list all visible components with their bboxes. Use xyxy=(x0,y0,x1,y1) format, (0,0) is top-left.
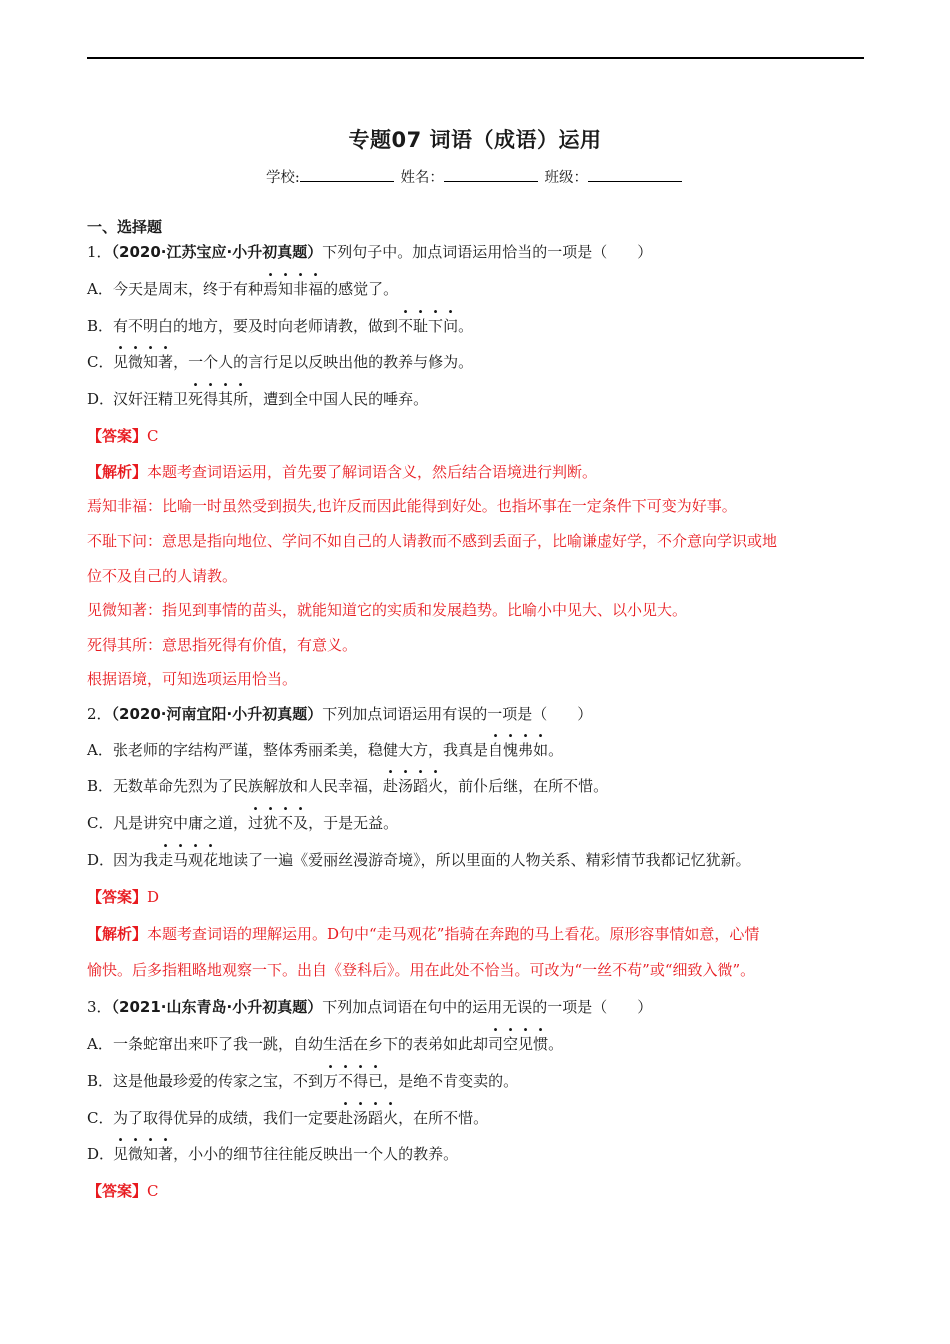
emphasized-char: 知 xyxy=(143,1145,159,1164)
option-text-after: 。 xyxy=(548,740,564,759)
question-2-option-c xyxy=(87,805,867,842)
option-text-after: ，小小的细节往往能反映出一个人的教养。 xyxy=(173,1145,459,1164)
option-text-before: 这是他最珍爱的传家之宝，不到 xyxy=(113,1071,324,1090)
class-label: 班级： xyxy=(544,170,589,186)
question-1-answer xyxy=(87,418,867,455)
emphasized-char: 耻 xyxy=(413,316,429,335)
option-label: B． xyxy=(87,1071,114,1090)
answer-value: D xyxy=(147,887,160,906)
emphasized-char: 自 xyxy=(488,740,504,759)
question-2-option-a xyxy=(87,732,867,769)
question-3-option-a xyxy=(87,1026,867,1063)
option-text-after: 。 xyxy=(458,316,474,335)
option-label: D． xyxy=(87,390,115,409)
emphasized-char: 不 xyxy=(338,1071,354,1090)
answer-value: C xyxy=(147,1182,159,1201)
emphasized-char: 知 xyxy=(143,353,159,372)
option-text-after: ，在所不惜。 xyxy=(398,1108,489,1127)
emphasized-char: 汤 xyxy=(353,1108,369,1127)
question-1-stem xyxy=(87,234,867,271)
emphasized-char: 所 xyxy=(233,390,249,409)
answer-tag: 【答案】 xyxy=(87,426,148,445)
emphasized-char: 蹈 xyxy=(413,777,429,796)
section-heading: 一、选择题 xyxy=(87,218,163,236)
emphasized-char: 问 xyxy=(443,316,459,335)
emphasized-char: 赴 xyxy=(383,777,399,796)
option-text-after: 地读了一遍《爱丽丝漫游奇境》，所以里面的人物关系、精彩情节我都记忆犹新。 xyxy=(218,850,751,869)
emphasized-char: 马 xyxy=(173,850,189,869)
school-label: 学校: xyxy=(265,170,300,186)
emphasized-char: 得 xyxy=(353,1071,369,1090)
emphasized-char: 犹 xyxy=(263,814,279,833)
question-1-option-a xyxy=(87,271,867,308)
question-1-analysis-4: 见微知著：指见到事情的苗头，就能知道它的实质和发展趋势。比喻小中见大、以小见大。 xyxy=(87,601,688,620)
question-number: 2． xyxy=(87,704,112,723)
option-text-after: ，是绝不肯变卖的。 xyxy=(383,1071,519,1090)
option-label: A． xyxy=(87,1034,113,1053)
question-2-analysis-1: 愉快。后多指粗略地观察一下。出自《登科后》。用在此处不恰当。可改为“一丝不苟”或“细致入微”。 xyxy=(87,961,756,980)
emphasized-char: 空 xyxy=(503,1034,519,1053)
question-1-analysis-2: 不耻下问：意思是指向地位、学问不如自己的人请教而不感到丢面子，比喻谦虚好学，不介意向学识或地 xyxy=(87,531,778,550)
option-text-before: 因为我 xyxy=(113,850,159,869)
question-list xyxy=(87,234,867,1210)
emphasized-char: 见 xyxy=(113,1145,129,1164)
question-2-stem xyxy=(87,697,867,732)
question-2-option-d xyxy=(87,842,867,879)
emphasized-char: 走 xyxy=(158,850,174,869)
option-label: A． xyxy=(87,740,113,759)
analysis-text: 本题考查词语运用，首先要了解词语含义，然后结合语境进行判断。 xyxy=(147,462,598,481)
emphasized-char: 不 xyxy=(398,316,414,335)
question-2-answer xyxy=(87,879,867,916)
analysis-tag: 【解析】 xyxy=(87,462,148,481)
question-1-analysis-0 xyxy=(87,455,867,490)
emphasized-char: 万 xyxy=(323,1071,339,1090)
option-text-after: 的感觉了。 xyxy=(323,279,399,298)
option-text-before: 今天是周末，终于有种 xyxy=(113,279,264,298)
emphasized-char: 火 xyxy=(383,1108,399,1127)
option-label: B． xyxy=(87,316,114,335)
emphasized-char: 花 xyxy=(203,850,219,869)
emphasized-char: 火 xyxy=(428,777,444,796)
question-1-analysis-1: 焉知非福：比喻一时虽然受到损失,也许反而因此能得到好处。也指坏事在一定条件下可变为好事。 xyxy=(87,497,737,516)
option-text-before: 张老师的字结构严谨，整体秀丽柔美，稳健大方，我真是 xyxy=(113,740,489,759)
class-blank xyxy=(588,167,682,182)
emphasized-char: 赴 xyxy=(338,1108,354,1127)
emphasized-char: 已 xyxy=(368,1071,384,1090)
option-text-before: 为了取得优异的成绩，我们一定要 xyxy=(113,1108,339,1127)
option-label: C． xyxy=(87,1108,114,1127)
question-3-option-b xyxy=(87,1063,867,1100)
emphasized-char: 蹈 xyxy=(368,1108,384,1127)
emphasized-char: 惯 xyxy=(533,1034,549,1053)
question-text: 下列加点词语运用有误的一项是（ ） xyxy=(322,704,593,723)
question-source: （2020·河南宜阳·小升初真题） xyxy=(111,704,323,723)
option-text-after: ，一个人的言行足以反映出他的教养与修为。 xyxy=(173,353,474,372)
option-text-after: ，于是无益。 xyxy=(308,814,399,833)
emphasized-char: 其 xyxy=(218,390,234,409)
option-text-before: 有不明白的地方，要及时向老师请教，做到 xyxy=(113,316,399,335)
question-1-analysis-6: 根据语境，可知选项运用恰当。 xyxy=(87,670,298,689)
option-text-before: 凡是讲究中庸之道， xyxy=(113,814,249,833)
emphasized-char: 汤 xyxy=(398,777,414,796)
emphasized-char: 见 xyxy=(518,1034,534,1053)
emphasized-char: 福 xyxy=(308,279,324,298)
answer-tag: 【答案】 xyxy=(87,887,148,906)
emphasized-char: 见 xyxy=(113,353,129,372)
question-number: 1． xyxy=(87,243,112,261)
emphasized-char: 死 xyxy=(188,390,204,409)
question-3-stem xyxy=(87,989,867,1026)
emphasized-char: 及 xyxy=(293,814,309,833)
student-info-line xyxy=(0,166,950,187)
emphasized-char: 愧 xyxy=(503,740,519,759)
emphasized-char: 如 xyxy=(533,740,549,759)
analysis-text: 本题考查词语的理解运用。D句中“走马观花”指骑在奔跑的马上看花。原形容事情如意，心情 xyxy=(147,924,760,943)
emphasized-char: 微 xyxy=(128,353,144,372)
emphasized-char: 知 xyxy=(278,279,294,298)
emphasized-char: 著 xyxy=(158,353,174,372)
emphasized-char: 下 xyxy=(428,316,444,335)
question-1-analysis-3: 位不及自己的人请教。 xyxy=(87,566,238,585)
question-3-option-d xyxy=(87,1136,867,1173)
emphasized-char: 著 xyxy=(158,1145,174,1164)
option-text-after: ，前仆后继，在所不惜。 xyxy=(443,777,609,796)
question-1-option-d xyxy=(87,381,867,418)
question-text: 下列加点词语在句中的运用无误的一项是（ ） xyxy=(322,998,653,1017)
emphasized-char: 微 xyxy=(128,1145,144,1164)
name-label: 姓名： xyxy=(400,170,444,186)
question-1-option-c xyxy=(87,344,867,381)
answer-value: C xyxy=(147,426,159,445)
question-2-analysis-0 xyxy=(87,916,867,953)
emphasized-char: 焉 xyxy=(263,279,279,298)
page-title: 专题07 词语（成语）运用 xyxy=(348,128,602,152)
name-blank xyxy=(444,167,538,182)
emphasized-char: 司 xyxy=(488,1034,504,1053)
option-label: C． xyxy=(87,814,114,833)
analysis-tag: 【解析】 xyxy=(87,924,148,943)
question-1-option-b xyxy=(87,308,867,345)
emphasized-char: 过 xyxy=(248,814,264,833)
option-label: A． xyxy=(87,279,113,298)
emphasized-char: 观 xyxy=(188,850,204,869)
answer-tag: 【答案】 xyxy=(87,1182,148,1201)
option-text-after: 。 xyxy=(548,1034,564,1053)
option-label: D． xyxy=(87,1145,115,1164)
question-source: （2021·山东青岛·小升初真题） xyxy=(111,998,323,1017)
question-3-answer xyxy=(87,1173,867,1210)
emphasized-char: 非 xyxy=(293,279,309,298)
question-source: （2020·江苏宝应·小升初真题） xyxy=(111,243,323,261)
emphasized-char: 不 xyxy=(278,814,294,833)
option-text-before: 无数革命先烈为了民族解放和人民幸福， xyxy=(113,777,384,796)
option-text-before: 汉奸汪精卫 xyxy=(113,390,189,409)
header-rule xyxy=(87,57,864,59)
question-3-option-c xyxy=(87,1100,867,1137)
question-number: 3． xyxy=(87,998,112,1017)
school-blank xyxy=(300,167,394,182)
question-2-option-b xyxy=(87,768,867,805)
question-1-analysis-5: 死得其所：意思指死得有价值，有意义。 xyxy=(87,635,358,654)
option-text-before: 一条蛇窜出来吓了我一跳，自幼生活在乡下的表弟如此却 xyxy=(113,1034,489,1053)
option-label: C． xyxy=(87,353,114,372)
emphasized-char: 得 xyxy=(203,390,219,409)
option-text-after: ，遭到全中国人民的唾弃。 xyxy=(248,390,429,409)
emphasized-char: 弗 xyxy=(518,740,534,759)
option-label: D． xyxy=(87,850,115,869)
question-text: 下列句子中。加点词语运用恰当的一项是（ ） xyxy=(322,243,653,261)
option-label: B． xyxy=(87,777,114,796)
